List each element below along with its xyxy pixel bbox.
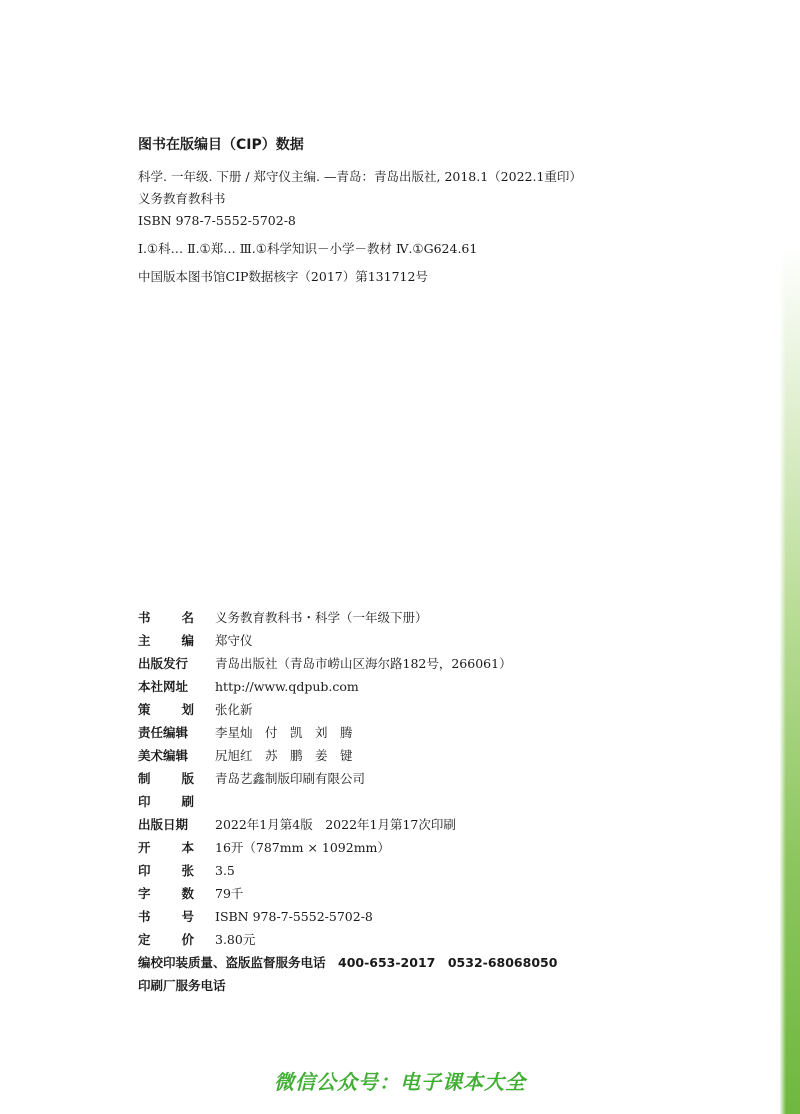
colophon-row	[138, 836, 557, 859]
colophon-label: 责任编辑	[138, 725, 189, 740]
cip-title: 图书在版编目（CIP）数据	[138, 137, 304, 153]
cip-line-title: 科学. 一年级. 下册 / 郑守仪主编. —青岛：青岛出版社, 2018.1（2022.1重印）	[138, 169, 582, 184]
colophon-value: 2022年1月第4版 2022年1月第17次印刷	[215, 817, 456, 832]
colophon-label: 出版日期	[138, 817, 189, 832]
colophon-table	[138, 606, 557, 997]
colophon-label: 定 价	[138, 932, 194, 947]
cip-line-classification: Ⅰ.①科… Ⅱ.①郑… Ⅲ.①科学知识－小学－教材 Ⅳ.①G624.61	[138, 241, 478, 256]
cip-line-isbn: ISBN 978-7-5552-5702-8	[138, 213, 296, 228]
colophon-row	[138, 675, 557, 698]
colophon-label: 印 刷	[138, 794, 194, 809]
colophon-value: 张化新	[215, 702, 253, 717]
colophon-row	[138, 790, 557, 813]
colophon-label: 字 数	[138, 886, 194, 901]
colophon-label: 书 名	[138, 610, 194, 625]
colophon-label: 书 号	[138, 909, 194, 924]
colophon-row	[138, 744, 557, 767]
colophon-value: 郑守仪	[215, 633, 253, 648]
colophon-label: 开 本	[138, 840, 194, 855]
colophon-row	[138, 928, 557, 951]
colophon-value: 青岛出版社（青岛市崂山区海尔路182号，266061）	[215, 656, 512, 671]
colophon-row	[138, 652, 557, 675]
colophon-label: 印 张	[138, 863, 194, 878]
colophon-value: 李星灿 付 凯 刘 腾	[215, 725, 353, 740]
colophon-row	[138, 606, 557, 629]
colophon-label: 出版发行	[138, 656, 189, 671]
colophon-row	[138, 721, 557, 744]
cip-line-record-number: 中国版本图书馆CIP数据核字（2017）第131712号	[138, 269, 428, 284]
colophon-label: 策 划	[138, 702, 194, 717]
colophon-value: 义务教育教科书・科学（一年级下册）	[215, 610, 428, 625]
colophon-label: 主 编	[138, 633, 194, 648]
colophon-label: 美术编辑	[138, 748, 189, 763]
cip-line-series: 义务教育教科书	[138, 191, 226, 206]
colophon-value: 79千	[215, 886, 244, 901]
colophon-row	[138, 767, 557, 790]
colophon-value: 青岛艺鑫制版印刷有限公司	[215, 771, 366, 786]
colophon-value: 尻旭红 苏 鹏 姜 键	[215, 748, 353, 763]
colophon-row	[138, 698, 557, 721]
printer-service-phone-line: 印刷厂服务电话	[138, 978, 226, 993]
green-edge-strip	[780, 0, 800, 1114]
colophon-value: 16开（787mm × 1092mm）	[215, 840, 390, 855]
colophon-row	[138, 905, 557, 928]
colophon-value: http://www.qdpub.com	[215, 679, 359, 694]
wechat-footer: 微信公众号：电子课本大全	[274, 1070, 526, 1094]
colophon-label: 本社网址	[138, 679, 189, 694]
quality-service-phone-line: 编校印装质量、盗版监督服务电话 400-653-2017 0532-68068050	[138, 955, 558, 970]
colophon-row	[138, 629, 557, 652]
colophon-row	[138, 813, 557, 836]
colophon-label: 制 版	[138, 771, 194, 786]
colophon-value: 3.80元	[215, 932, 256, 947]
colophon-row	[138, 859, 557, 882]
cip-data-block	[138, 134, 582, 288]
colophon-value: ISBN 978-7-5552-5702-8	[215, 909, 373, 924]
colophon-value: 3.5	[215, 863, 235, 878]
colophon-row	[138, 882, 557, 905]
